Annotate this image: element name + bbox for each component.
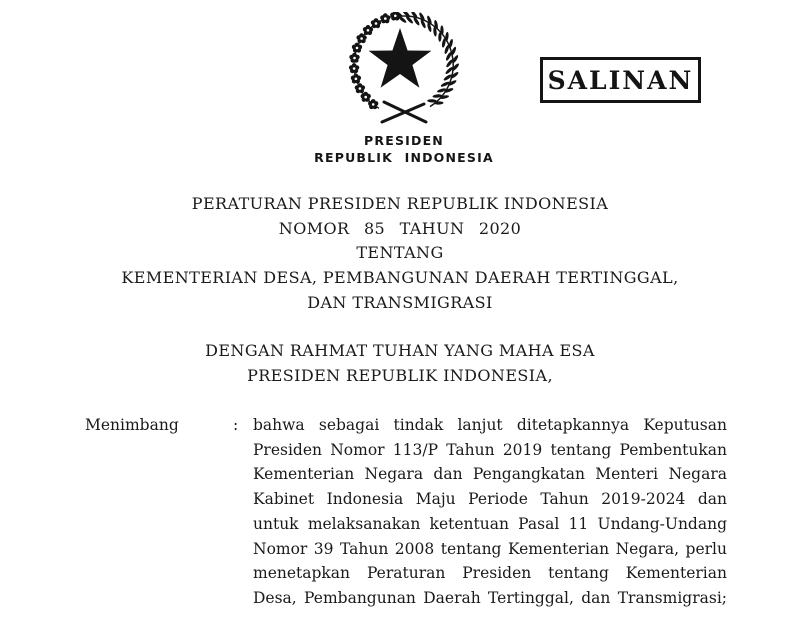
star-wreath-icon [344,12,465,126]
considering-line: Nomor 39 Tahun 2008 tentang Kementerian Negara, perlu [253,539,727,558]
document-title-line: DAN TRANSMIGRASI [307,292,493,312]
invocation [0,339,800,388]
considering-clause [85,413,727,611]
invocation-line: DENGAN RAHMAT TUHAN YANG MAHA ESA [205,341,595,360]
considering-line: untuk melaksanakan ketentuan Pasal 11 Undang-Undang [253,514,727,533]
considering-line: Kementerian Negara dan Pengangkatan Menteri Negara [253,465,727,484]
document-title-line: TENTANG [356,243,444,263]
letterhead-republik-indonesia: REPUBLIK INDONESIA [314,149,494,165]
considering-paragraph [253,413,727,611]
considering-colon: : [233,416,239,434]
document-title-line: KEMENTERIAN DESA, PEMBANGUNAN DAERAH TERTINGGAL, [121,268,679,288]
document-title [0,192,800,316]
considering-label: Menimbang [85,416,179,434]
considering-line: Desa, Pembangunan Daerah Tertinggal, dan Transmigrasi; [253,588,727,607]
document-title-line: NOMOR 85 TAHUN 2020 [278,218,522,238]
considering-line: bahwa sebagai tindak lanjut ditetapkannya Keputusan [253,416,727,434]
salinan-stamp-label: SALINAN [547,65,694,95]
document-title-line: PERATURAN PRESIDEN REPUBLIK INDONESIA [191,194,609,213]
letterhead-presiden: PRESIDEN [364,133,444,148]
considering-line: menetapkan Peraturan Presiden tentang Kementerian [253,564,727,583]
considering-line: Presiden Nomor 113/P Tahun 2019 tentang Pembentukan [253,440,727,459]
salinan-stamp [540,57,701,103]
invocation-line: PRESIDEN REPUBLIK INDONESIA, [247,365,553,385]
letterhead [0,133,808,166]
presidential-emblem [344,12,465,126]
considering-line: Kabinet Indonesia Maju Periode Tahun 2019-2024 dan [253,490,727,509]
